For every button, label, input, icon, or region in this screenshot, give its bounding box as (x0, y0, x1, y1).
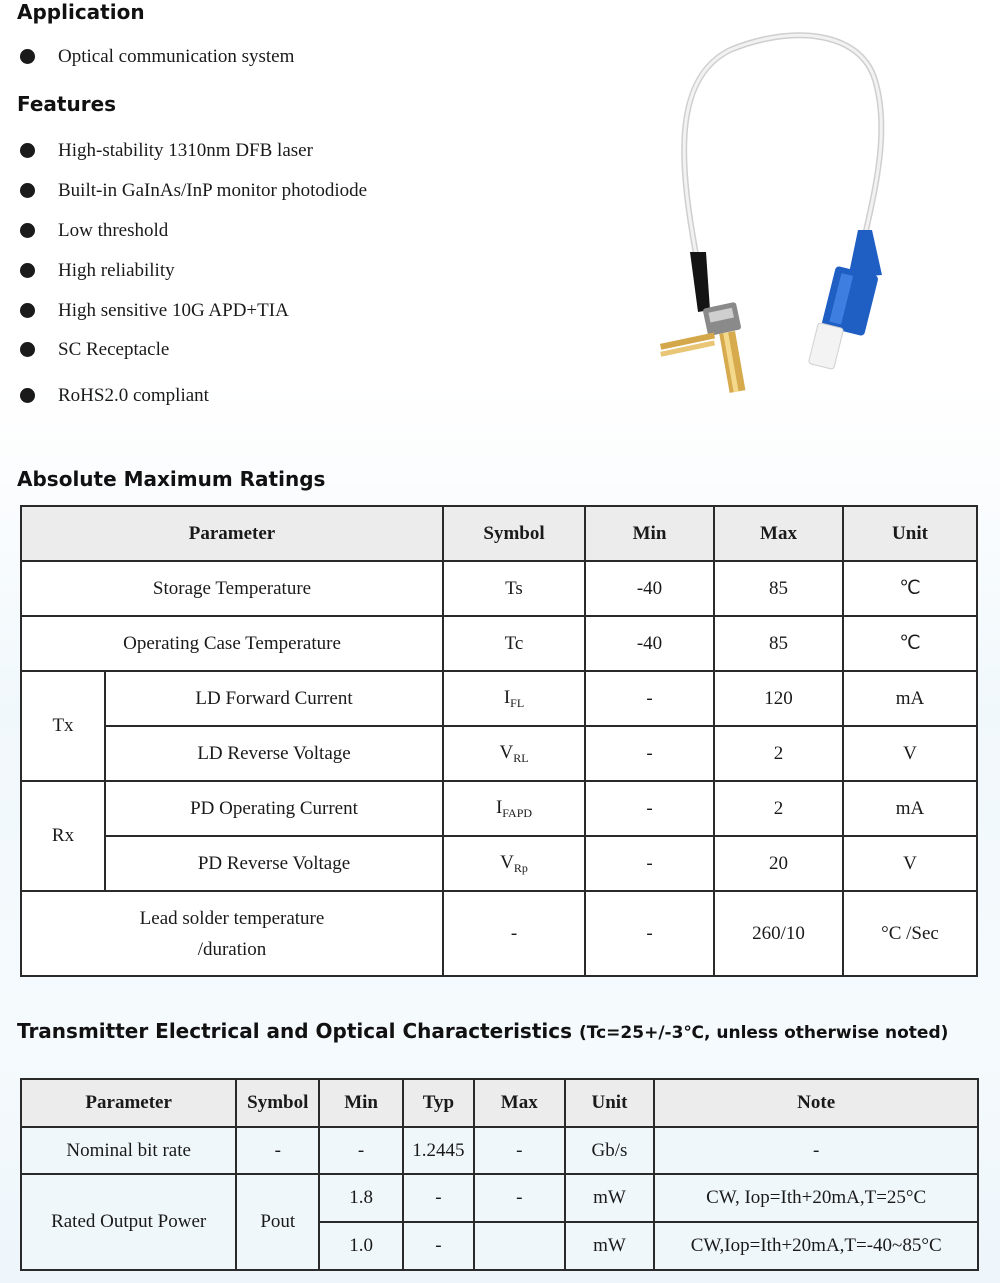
cell-symbol: $V_{RL}$ (443, 726, 585, 781)
cell-parameter: Lead solder temperature /duration (21, 891, 443, 976)
header-min: Min (319, 1079, 403, 1127)
table-row (21, 1174, 978, 1222)
cell-min: 1.0 (319, 1222, 403, 1270)
cell-parameter: PD Operating Current (105, 781, 443, 836)
cell-symbol: Ts (443, 561, 585, 616)
table-header-row (21, 506, 977, 561)
bullet-icon (20, 263, 35, 278)
cell-unit: mA (843, 781, 977, 836)
table-row (21, 891, 977, 976)
cell-symbol: - (443, 891, 585, 976)
cell-unit: ℃ (843, 561, 977, 616)
cell-parameter: Nominal bit rate (21, 1127, 236, 1174)
cell-max: - (474, 1127, 565, 1174)
features-heading: Features (17, 92, 117, 116)
cell-parameter: Rated Output Power (21, 1174, 236, 1270)
header-min: Min (585, 506, 714, 561)
cell-typ: - (403, 1222, 474, 1270)
header-parameter: Parameter (21, 506, 443, 561)
bullet-icon (20, 303, 35, 318)
cell-symbol: Tc (443, 616, 585, 671)
cell-max: 85 (714, 616, 843, 671)
cell-min: - (585, 891, 714, 976)
tx-char-subtitle: (Tc=25+/-3℃, unless otherwise noted) (578, 1023, 949, 1043)
bullet-icon (20, 143, 35, 158)
cell-max: 120 (714, 671, 843, 726)
table-header-row (21, 1079, 978, 1127)
header-max: Max (474, 1079, 565, 1127)
cell-max: 2 (714, 726, 843, 781)
header-typ: Typ (403, 1079, 474, 1127)
header-unit: Unit (565, 1079, 655, 1127)
cell-unit: V (843, 836, 977, 891)
table-row (21, 781, 977, 836)
table-row (21, 616, 977, 671)
cell-typ: - (403, 1174, 474, 1222)
group-tx: Tx (21, 671, 105, 781)
header-max: Max (714, 506, 843, 561)
table-row (21, 726, 977, 781)
header-note: Note (654, 1079, 978, 1127)
cell-min: - (585, 671, 714, 726)
cell-symbol: $I_{FL}$ (443, 671, 585, 726)
cell-unit: mW (565, 1174, 655, 1222)
cell-min: - (585, 781, 714, 836)
cell-parameter: Operating Case Temperature (21, 616, 443, 671)
header-symbol: Symbol (236, 1079, 319, 1127)
cell-unit: ℃ (843, 616, 977, 671)
cell-min: - (585, 836, 714, 891)
transmitter-characteristics-table (20, 1078, 979, 1271)
cell-min: 1.8 (319, 1174, 403, 1222)
cell-max: 20 (714, 836, 843, 891)
cell-unit: Gb/s (565, 1127, 655, 1174)
cell-min: -40 (585, 561, 714, 616)
cell-typ: 1.2445 (403, 1127, 474, 1174)
bullet-icon (20, 388, 35, 403)
cell-note: CW,Iop=Ith+20mA,T=-40~85°C (654, 1222, 978, 1270)
cell-max: 260/10 (714, 891, 843, 976)
header-unit: Unit (843, 506, 977, 561)
table-row (21, 1127, 978, 1174)
cell-symbol: $I_{FAPD}$ (443, 781, 585, 836)
table-row (21, 836, 977, 891)
amr-heading: Absolute Maximum Ratings (17, 467, 326, 491)
bullet-icon (20, 223, 35, 238)
cell-min: - (319, 1127, 403, 1174)
cell-max (474, 1222, 565, 1270)
cell-note: - (654, 1127, 978, 1174)
cell-unit: mW (565, 1222, 655, 1270)
application-heading: Application (17, 0, 145, 24)
cell-parameter: LD Forward Current (105, 671, 443, 726)
group-rx: Rx (21, 781, 105, 891)
table-row (21, 671, 977, 726)
cell-note: CW, Iop=Ith+20mA,T=25°C (654, 1174, 978, 1222)
absolute-maximum-ratings-table (20, 505, 978, 977)
cell-max: 2 (714, 781, 843, 836)
bullet-icon (20, 49, 35, 64)
cell-parameter: PD Reverse Voltage (105, 836, 443, 891)
table-row (21, 561, 977, 616)
cell-unit: °C /Sec (843, 891, 977, 976)
product-photo (650, 20, 910, 400)
cell-unit: V (843, 726, 977, 781)
cell-min: -40 (585, 616, 714, 671)
header-symbol: Symbol (443, 506, 585, 561)
cell-symbol: - (236, 1127, 319, 1174)
cell-symbol: $V_{Rp}$ (443, 836, 585, 891)
header-parameter: Parameter (21, 1079, 236, 1127)
cell-unit: mA (843, 671, 977, 726)
bullet-icon (20, 183, 35, 198)
cell-max: - (474, 1174, 565, 1222)
cell-parameter: Storage Temperature (21, 561, 443, 616)
cell-symbol: Pout (236, 1174, 319, 1270)
cell-max: 85 (714, 561, 843, 616)
cell-min: - (585, 726, 714, 781)
cell-parameter: LD Reverse Voltage (105, 726, 443, 781)
tx-char-heading: Transmitter Electrical and Optical Characteristics (Tc=25+/-3℃, unless otherwise noted) (17, 1019, 949, 1043)
bullet-icon (20, 342, 35, 357)
